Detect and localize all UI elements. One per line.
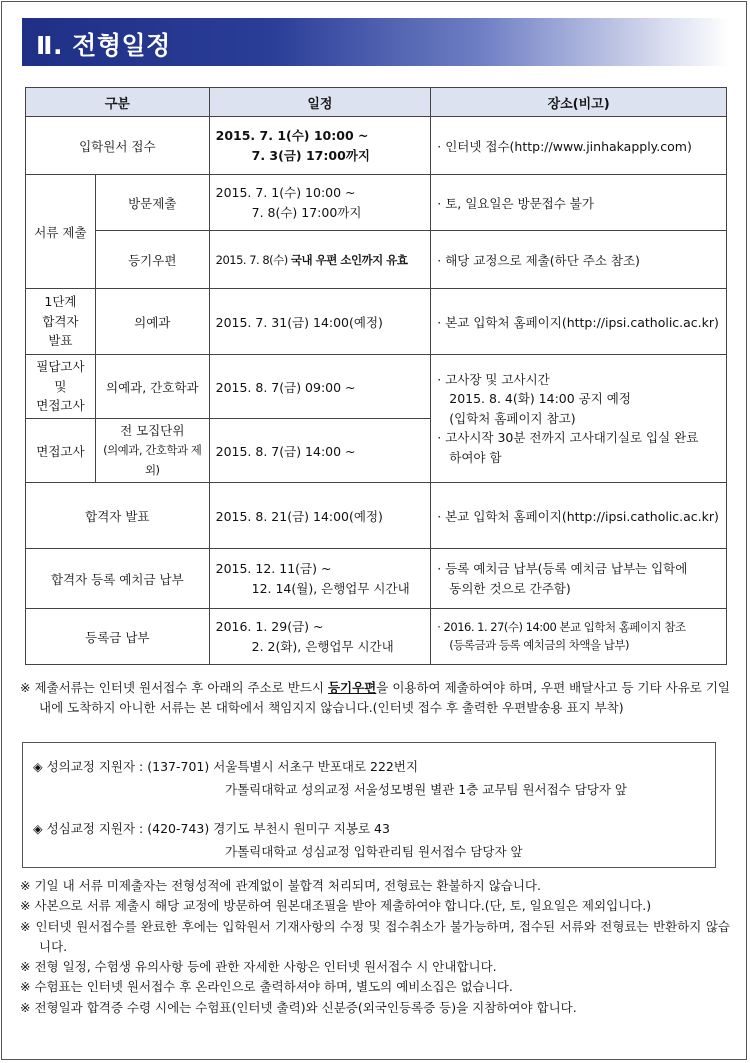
place-cell	[431, 549, 727, 609]
address-songsim-line1: ◈ 성심교정 지원자 : (420-743) 경기도 부천시 원미구 지봉로 43	[33, 821, 390, 836]
table-row-deposit	[26, 549, 727, 609]
schedule-line: 2. 2(화), 은행업무 시간내	[251, 638, 394, 654]
category-line: 1단계	[44, 294, 77, 310]
category-line: 합격자	[42, 313, 79, 329]
category-cell: 등록금 납부	[26, 609, 210, 665]
schedule-emphasis: 국내 우편 소인까지 유효	[290, 252, 408, 267]
table-row-first-pass	[26, 289, 727, 355]
place-cell: · 본교 입학처 홈페이지(http://ipsi.catholic.ac.kr)	[431, 289, 727, 355]
place-cell	[431, 609, 727, 665]
address-songeui-line2: 가톨릭대학교 성의교정 서울성모병원 별관 1층 교무팀 원서접수 담당자 앞	[225, 782, 627, 797]
place-line: (입학처 홈페이지 참고)	[449, 410, 576, 426]
note-item: ※ 전형 일정, 수험생 유의사항 등에 관한 자세한 사항은 인터넷 원서접수 시 안내합니다.	[20, 959, 497, 974]
note-item: ※ 전형일과 합격증 수령 시에는 수험표(인터넷 출력)와 신분증(외국인등록증 등)을 지참하여야 합니다.	[20, 999, 577, 1015]
category-line: 및	[54, 378, 67, 394]
schedule-line: 12. 14(월), 은행업무 시간내	[251, 580, 410, 596]
table-row-documents-visit	[26, 175, 727, 231]
schedule-cell	[209, 117, 431, 175]
mail-note	[20, 678, 730, 719]
section-title: Ⅱ. 전형일정	[36, 31, 171, 60]
category-cell	[26, 355, 96, 419]
category-cell: 합격자 등록 예치금 납부	[26, 549, 210, 609]
table-row-exam	[26, 355, 727, 419]
subcategory-line: (의예과, 간호학과 제외)	[103, 443, 202, 478]
place-cell: · 인터넷 접수(http://www.jinhakapply.com)	[431, 117, 727, 175]
category-cell: 면접고사	[26, 419, 96, 483]
table-header-row	[26, 88, 727, 117]
schedule-date: 2015. 7. 8(수)	[215, 252, 291, 267]
header-category: 구분	[26, 88, 210, 117]
table-row-final-pass	[26, 483, 727, 549]
address-songeui-line1: ◈ 성의교정 지원자 : (137-701) 서울특별시 서초구 반포대로 222번지	[33, 759, 419, 774]
schedule-cell: 2015. 8. 21(금) 14:00(예정)	[209, 483, 431, 549]
category-cell: 합격자 발표	[26, 483, 210, 549]
mail-note-after: 을 이용하여 제출하여야 하며, 우편 배달사고 등 기타 사유로 기일 내에 도착하지 아니한 서류는 본 대학에서 책임지지 않습니다.(인터넷 접수 후 출력한 우편발송용 표지 부착)	[39, 680, 730, 716]
table-row-documents-mail	[26, 231, 727, 289]
category-cell: 서류 제출	[26, 175, 96, 289]
schedule-line: 2016. 1. 29(금) ~	[215, 619, 324, 635]
schedule-cell	[209, 231, 431, 289]
place-line: · 고사장 및 고사시간	[437, 372, 550, 388]
place-line: (등록금과 등록 예치금의 차액을 납부)	[449, 637, 629, 652]
subcategory-cell: 등기우편	[95, 231, 209, 289]
category-cell: 입학원서 접수	[26, 117, 210, 175]
place-cell: · 본교 입학처 홈페이지(http://ipsi.catholic.ac.kr)	[431, 483, 727, 549]
place-line: · 등록 예치금 납부(등록 예치금 납부는 입학에	[437, 561, 688, 577]
mail-note-text	[20, 678, 730, 719]
note-item: ※ 인터넷 원서접수를 완료한 후에는 입학원서 기재사항의 수정 및 접수취소가 불가능하며, 접수된 서류와 전형료는 반환하지 않습니다.	[20, 918, 730, 954]
mail-note-emphasis: 등기우편	[327, 680, 377, 695]
subcategory-cell: 의예과, 간호학과	[95, 355, 209, 419]
schedule-line: 2015. 12. 11(금) ~	[215, 561, 332, 577]
header-place: 장소(비고)	[431, 88, 727, 117]
place-line: 하여야 함	[449, 449, 502, 465]
category-line: 발표	[48, 333, 73, 349]
table-row-tuition	[26, 609, 727, 665]
place-cell: · 해당 교정으로 제출(하단 주소 참조)	[431, 231, 727, 289]
place-line: · 고사시작 30분 전까지 고사대기실로 입실 완료	[437, 430, 699, 446]
schedule-line: 2015. 7. 1(수) 10:00 ~	[215, 128, 369, 144]
schedule-cell	[209, 549, 431, 609]
note-item: ※ 수험표는 인터넷 원서접수 후 온라인으로 출력하셔야 하며, 별도의 예비소집은 없습니다.	[20, 979, 513, 995]
category-line: 필답고사	[36, 359, 85, 375]
schedule-line: 7. 3(금) 17:00까지	[251, 147, 370, 163]
place-line: 2015. 8. 4(화) 14:00 공지 예정	[449, 391, 631, 407]
place-cell: · 토, 일요일은 방문접수 불가	[431, 175, 727, 231]
section-title-bar	[22, 18, 730, 66]
subcategory-cell	[95, 419, 209, 483]
subcategory-cell: 의예과	[95, 289, 209, 355]
schedule-cell: 2015. 8. 7(금) 14:00 ~	[209, 419, 431, 483]
subcategory-line: 전 모집단위	[120, 423, 185, 438]
note-item: ※ 사본으로 서류 제출시 해당 교정에 방문하여 원본대조필을 받아 제출하여야 합니다.(단, 토, 일요일은 제외입니다.)	[20, 898, 652, 914]
mail-note-before: ※ 제출서류는 인터넷 원서접수 후 아래의 주소로 반드시	[20, 680, 328, 695]
place-line: 동의한 것으로 간주함)	[449, 580, 571, 596]
place-line: · 2016. 1. 27(수) 14:00 본교 입학처 홈페이지 참조	[437, 619, 686, 634]
category-line: 면접고사	[36, 398, 85, 414]
header-schedule: 일정	[209, 88, 431, 117]
schedule-cell: 2015. 7. 31(금) 14:00(예정)	[209, 289, 431, 355]
schedule-cell: 2015. 8. 7(금) 09:00 ~	[209, 355, 431, 419]
note-item: ※ 기일 내 서류 미제출자는 전형성적에 관계없이 불합격 처리되며, 전형료는 환불하지 않습니다.	[20, 878, 541, 893]
schedule-cell	[209, 175, 431, 231]
schedule-line: 2015. 7. 1(수) 10:00 ~	[215, 185, 356, 201]
category-cell	[26, 289, 96, 355]
subcategory-cell: 방문제출	[95, 175, 209, 231]
address-box	[22, 742, 716, 868]
notes-list	[20, 876, 730, 1018]
schedule-cell	[209, 609, 431, 665]
table-row-application	[26, 117, 727, 175]
address-songsim-line2: 가톨릭대학교 성심교정 입학관리팀 원서접수 담당자 앞	[225, 844, 523, 859]
schedule-line: 7. 8(수) 17:00까지	[251, 204, 362, 220]
schedule-table	[25, 87, 727, 665]
place-cell	[431, 355, 727, 483]
